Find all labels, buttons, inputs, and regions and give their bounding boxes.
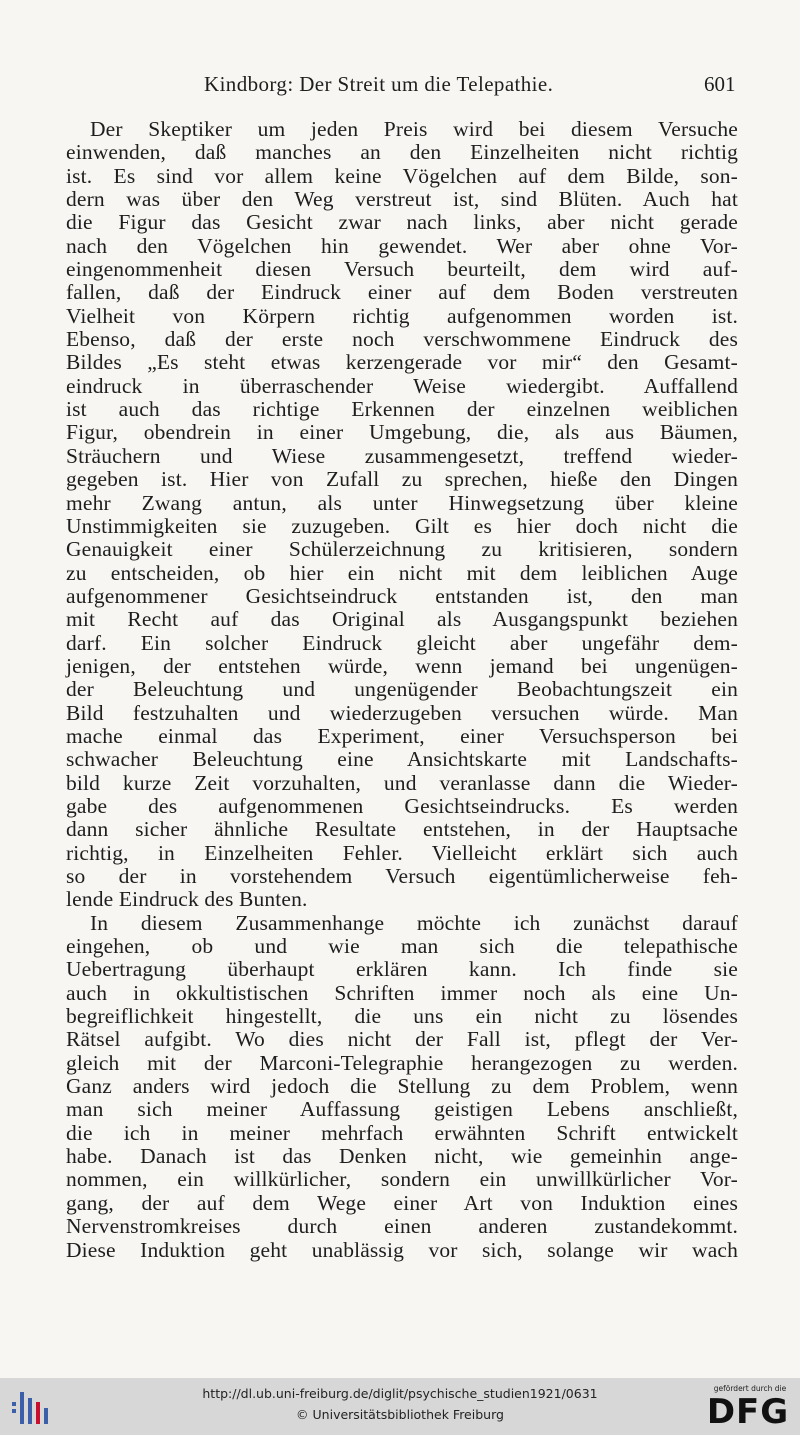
page-header xyxy=(0,72,800,102)
text-line: begreiflichkeit hingestellt, die uns ein nicht zu lösendes xyxy=(66,1004,738,1029)
text-line: Ebenso, daß der erste noch verschwommene Eindruck des xyxy=(66,327,738,352)
running-head: Kindborg: Der Streit um die Telepathie. xyxy=(204,72,554,96)
text-line: Bildes „Es steht etwas kerzengerade vor mir“ den Gesamt- xyxy=(66,350,738,375)
text-line: die ich in meiner mehrfach erwähnten Schrift entwickelt xyxy=(66,1120,738,1145)
text-line: einwenden, daß manches an den Einzelheiten nicht richtig xyxy=(66,140,738,165)
text-line: gabe des aufgenommenen Gesichtseindrucks. Es werden xyxy=(66,793,738,818)
text-line: lende Eindruck des Bunten. xyxy=(66,887,308,912)
text-line: Bild festzuhalten und wiederzugeben versuchen würde. Man xyxy=(66,700,738,725)
text-line: Vielheit von Körpern richtig aufgenommen worden ist. xyxy=(66,303,738,328)
text-line: nommen, ein willkürlicher, sondern ein unwillkürlicher Vor- xyxy=(66,1167,738,1192)
text-line: gleich mit der Marconi-Telegraphie herangezogen zu werden. xyxy=(66,1050,738,1075)
dfg-logo xyxy=(704,1382,794,1432)
text-line: eingenommenheit diesen Versuch beurteilt, dem wird auf- xyxy=(66,257,738,282)
text-line: Figur, obendrein in einer Umgebung, die, als aus Bäumen, xyxy=(66,420,738,445)
text-line: so der in vorstehendem Versuch eigentümlicherweise feh- xyxy=(66,864,738,888)
text-line: die Figur das Gesicht zwar nach links, aber nicht gerade xyxy=(66,210,738,235)
text-line: darf. Ein solcher Eindruck gleicht aber ungefähr dem- xyxy=(66,630,738,655)
text-line: eingehen, ob und wie man sich die telepathische xyxy=(66,934,738,959)
footer-url-link[interactable]: http://dl.ub.uni-freiburg.de/diglit/psychische_studien1921/0631 xyxy=(202,1386,598,1401)
text-line: fallen, daß der Eindruck einer auf dem Boden verstreuten xyxy=(66,280,738,305)
text-line: ist auch das richtige Erkennen der einzelnen weiblichen xyxy=(66,397,738,422)
text-line: Genauigkeit einer Schülerzeichnung zu kritisieren, sondern xyxy=(66,537,738,562)
text-line: bild kurze Zeit vorzuhalten, und veranlasse dann die Wieder- xyxy=(66,770,738,795)
text-line: man sich meiner Auffassung geistigen Lebens anschließt, xyxy=(66,1097,738,1122)
text-line: Sträuchern und Wiese zusammengesetzt, treffend wieder- xyxy=(66,443,738,468)
text-line: In diesem Zusammenhange möchte ich zunächst darauf xyxy=(90,910,738,935)
sponsor-caption: gefördert durch die xyxy=(713,1384,787,1393)
viewer-footer xyxy=(0,1378,800,1435)
text-line: Uebertragung überhaupt erklären kann. Ich finde sie xyxy=(66,957,738,982)
page-number: 601 xyxy=(704,72,736,96)
text-line: richtig, in Einzelheiten Fehler. Vielleicht erklärt sich auch xyxy=(66,840,738,865)
text-line: auch in okkultistischen Schriften immer noch als eine Un- xyxy=(66,980,738,1005)
text-line: Unstimmigkeiten sie zuzugeben. Gilt es hier doch nicht die xyxy=(66,513,738,538)
text-line: schwacher Beleuchtung eine Ansichtskarte mit Landschafts- xyxy=(66,747,738,772)
text-line: Nervenstromkreises durch einen anderen zustandekommt. xyxy=(66,1214,738,1239)
text-line: mache einmal das Experiment, einer Versuchsperson bei xyxy=(66,723,738,748)
text-line: jenigen, der entstehen würde, wenn jemand bei ungenügen- xyxy=(66,653,738,678)
footer-copyright: © Universitätsbibliothek Freiburg xyxy=(296,1407,504,1422)
text-line: gegeben ist. Hier von Zufall zu sprechen, hieße den Dingen xyxy=(66,467,738,492)
text-line: zu entscheiden, ob hier ein nicht mit dem leiblichen Auge xyxy=(66,560,738,585)
text-line: Der Skeptiker um jeden Preis wird bei diesem Versuche xyxy=(90,117,738,141)
body-text xyxy=(66,118,738,1262)
text-line: mit Recht auf das Original als Ausgangspunkt beziehen xyxy=(66,607,738,632)
text-line: Ganz anders wird jedoch die Stellung zu dem Problem, wenn xyxy=(66,1074,738,1099)
dfg-logo-mark: DFG xyxy=(706,1392,790,1432)
text-line: nach den Vögelchen hin gewendet. Wer aber ohne Vor- xyxy=(66,233,738,258)
text-line: der Beleuchtung und ungenügender Beobachtungszeit ein xyxy=(66,677,738,702)
text-line: eindruck in überraschender Weise wiedergibt. Auffallend xyxy=(66,373,738,398)
text-line: aufgenommener Gesichtseindruck entstanden ist, den man xyxy=(66,583,738,608)
text-line: Diese Induktion geht unablässig vor sich, solange wir wach xyxy=(66,1237,738,1262)
text-line: habe. Danach ist das Denken nicht, wie gemeinhin ange- xyxy=(66,1144,738,1169)
text-line: dern was über den Weg verstreut ist, sind Blüten. Auch hat xyxy=(66,187,738,212)
text-line: gang, der auf dem Wege einer Art von Induktion eines xyxy=(66,1190,738,1215)
text-line: mehr Zwang antun, als unter Hinwegsetzung über kleine xyxy=(66,490,738,515)
text-line: dann sicher ähnliche Resultate entstehen, in der Hauptsache xyxy=(66,817,738,842)
text-line: Rätsel aufgibt. Wo dies nicht der Fall ist, pflegt der Ver- xyxy=(66,1027,738,1052)
text-line: ist. Es sind vor allem keine Vögelchen auf dem Bilde, son- xyxy=(66,163,738,188)
